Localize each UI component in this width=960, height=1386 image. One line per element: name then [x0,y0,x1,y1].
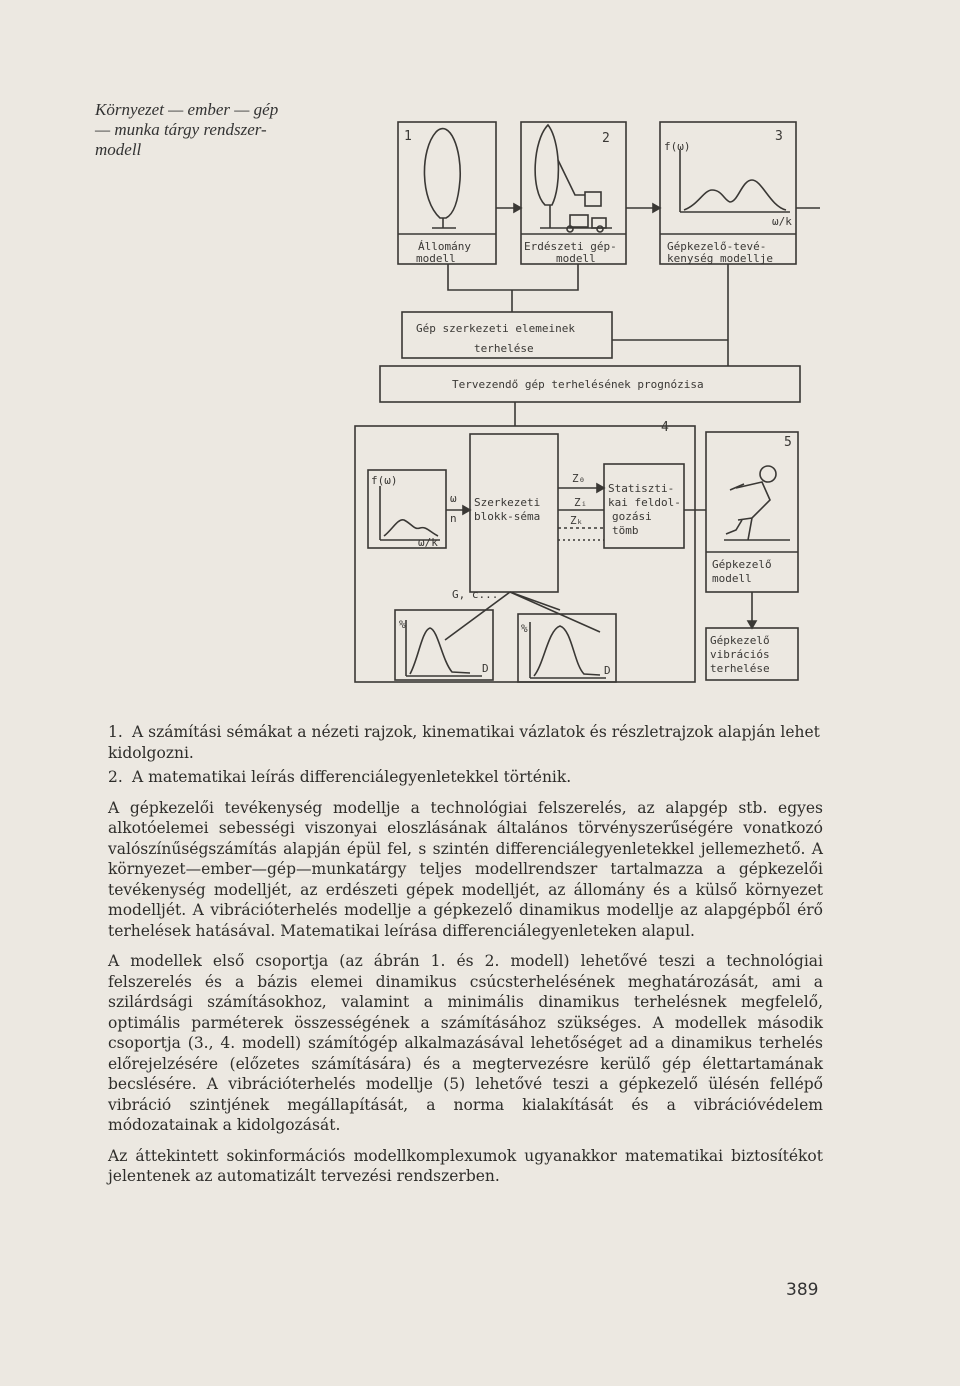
list-text: A számítási sémákat a nézeti rajzok, kinematikai vázlatok és részletrajzok alapján lehet kidolgozni. [108,723,820,762]
box1-label: modell [416,252,456,265]
tree-icon [424,129,460,218]
box-histogram-2 [518,614,616,682]
prognosis-label: Tervezendő gép terhelésének prognózisa [452,378,704,391]
model-number-3: 3 [775,129,783,144]
box2-label: modell [556,252,596,265]
box3-label: kenység modellje [667,252,773,265]
stat-label: tömb [612,524,639,537]
caption-line: modell [95,140,142,159]
list-number: 2. [108,768,123,786]
omega-label: ω [450,492,457,505]
numbered-list [108,722,823,788]
operator-label: modell [712,572,752,585]
vibration-label: vibrációs [710,648,770,661]
vibration-label: Gépkezelő [710,634,770,647]
operator-head-icon [760,466,776,482]
caption-line: Környezet — ember — gép [95,100,279,119]
page-number: 389 [786,1280,819,1300]
percent-label: % [521,622,528,635]
list-number: 1. [108,723,123,741]
box2-label: Erdészeti gép- [524,240,617,253]
vibration-label: terhelése [710,662,770,675]
percent-label: % [399,618,406,631]
paragraph: Az áttekintett sokinformációs modellkomplexumok ugyanakkor matematikai biztosítékot jelentenek az automatizált tervezési rendszerben. [108,1146,823,1185]
box1-label: Állomány [418,240,471,253]
small-spectrum-curve-icon [384,520,438,536]
zi-label: Zᵢ [574,496,588,509]
paragraph: A gépkezelői tevékenység modellje a technológiai felszerelés, az alapgép stb. egyes alkotóelemei sebességi viszonyai eloszlásának általános törvényszerűségére vonatkozó valószínűségszámítás alapján épül fel, s szintén differenciálegyenletekkel jellemezhető. A környezet—ember—gép—munkatárgy teljes modellrendszer tartalmazza a gépkezelői tevékenység modelljét, az erdészeti gépek modelljét, az állomány és a külső környezet modelljét. A vibrációterhelés modellje a gépkezelő dinamikus modellje az alapgépből érő terhelések hatásával. Matematikai leírása differenciálegyenleteken alapul. [108,798,823,940]
body-text [108,722,823,1187]
model-number-1: 1 [404,129,412,144]
small-frequency-label: f(ω) [371,474,398,487]
box3-label: Gépkezelő-tevé- [667,240,767,253]
histogram-curve-1-icon [410,628,470,674]
caption-line: — munka tárgy rendszer- [95,120,267,139]
stat-label: Statiszti- [608,482,675,495]
paragraph: A modellek első csoportja (az ábrán 1. és 2. modell) lehetővé teszi a technológiai felszerelés és a bázis elemei dinamikus csúcsterhelésének meghatározását, ami a szilárdsági számításokhoz, valamint a minimális dinamikus terhelésnek megfelelő, optimális parméterek összességének a számításához szükséges. A modellek második csoportja (3., 4. modell) számítógép alkalmazásával lehetőséget ad a dinamikus terhelés előrejelzésére (előzetes számítására) és a megtervezésre kerülő gép élettartamának becslésére. A vibrációterhelés modellje (5) lehetővé teszi a gépkezelő ülésén fellépő vibráció szintjének megállapítását, a norma kialakítását és a vibrációvédelem módozatainak a kidolgozását. [108,952,823,1134]
load-label: terhelése [474,342,534,355]
model-number-4: 4 [661,420,669,435]
model-number-2: 2 [602,131,610,146]
omega-k-label: ω/k [772,215,792,228]
load-label: Gép szerkezeti elemeinek [416,322,575,335]
histogram-curve-2-icon [534,626,600,676]
operator-label: Gépkezelő [712,558,772,571]
z0-label: Z₀ [572,472,586,485]
n-label: n [450,512,457,525]
list-item [108,767,823,788]
block-label: Szerkezeti [474,496,541,509]
spectrum-curve-icon [684,180,786,210]
block-label: blokk-séma [474,510,541,523]
stat-label: kai feldol- [608,496,681,509]
d-label: D [482,662,489,675]
zk-label: Zₖ [570,514,584,527]
stat-label: gozási [612,510,652,523]
list-text: A matematikai leírás differenciálegyenletekkel történik. [132,768,572,786]
model-number-5: 5 [784,435,792,450]
frequency-function-label: f(ω) [664,140,691,153]
tree-in-machine-icon [535,125,558,205]
small-omega-k-label: ω/k [418,536,438,549]
d-label: D [604,664,611,677]
list-item [108,722,823,763]
gc-label: G, c... [452,588,499,601]
box-histogram-1 [395,610,493,680]
